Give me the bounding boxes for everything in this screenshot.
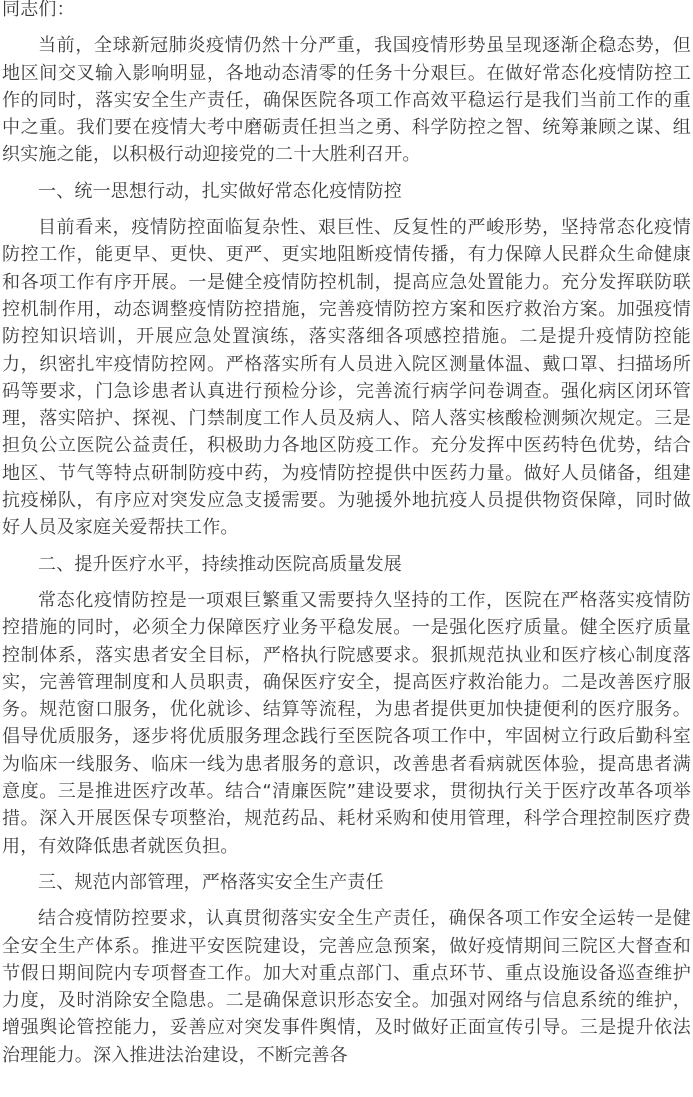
section-1-paragraph: 目前看来，疫情防控面临复杂性、艰巨性、反复性的严峻形势，坚持常态化疫情防控工作，能更早、更快、更严、更实地阻断疫情传播，有力保障人民群众生命健康和各项工作有序开展。一是健全疫情防控机制，提高应急处置能力。充分发挥联防联控机制作用，动态调整疫情防控措施，完善疫情防控方案和医疗救治方案。加强疫情防控知识培训，开展应急处置演练，落实落细各项感控措施。二是提升疫情防控能力，织密扎牢疫情防控网。严格落实所有人员进入院区测量体温、戴口罩、扫描场所码等要求，门急诊患者认真进行预检分诊，完善流行病学问卷调查。强化病区闭环管理，落实陪护、探视、门禁制度工作人员及病人、陪人落实核酸检测频次规定。三是担负公立医院公益责任，积极助力各地区防疫工作。充分发挥中医药特色优势，结合地区、节气等特点研制防疫中药，为疫情防控提供中医药力量。做好人员储备，组建抗疫梯队，有序应对突发应急支援需要。为驰援外地抗疫人员提供物资保障，同时做好人员及家庭关爱帮扶工作。: [2, 217, 691, 539]
section-heading-2: 二、提升医疗水平，持续推动医院高质量发展: [38, 553, 402, 575]
section-2-paragraph: 常态化疫情防控是一项艰巨繁重又需要持久坚持的工作，医院在严格落实疫情防控措施的同时，必须全力保障医疗业务平稳发展。一是强化医疗质量。健全医疗质量控制体系，落实患者安全目标，严格执行院感要求。狠抓规范执业和医疗核心制度落实，完善管理制度和人员职责，确保医疗安全，提高医疗救治能力。二是改善医疗服务。规范窗口服务，优化就诊、结算等流程，为患者提供更加快捷便利的医疗服务。倡导优质服务，逐步将优质服务理念践行至医院各项工作中，牢固树立行政后勤科室为临床一线服务、临床一线为患者服务的意识，改善患者看病就医体验，提高患者满意度。三是推进医疗改革。结合“清廉医院”建设要求，贯彻执行关于医疗改革各项举措。深入开展医保专项整治，规范药品、耗材采购和使用管理，科学合理控制医疗费用，有效降低患者就医负担。: [2, 589, 691, 857]
intro-paragraph: 当前，全球新冠肺炎疫情仍然十分严重，我国疫情形势虽呈现逐渐企稳态势，但地区间交叉输入影响明显，各地动态清零的任务十分艰巨。在做好常态化疫情防控工作的同时，落实安全生产责任，确保医院各项工作高效平稳运行是我们当前工作的重中之重。我们要在疫情大考中磨砺责任担当之勇、科学防控之智、统筹兼顾之谋、组织实施之能，以积极行动迎接党的二十大胜利召开。: [2, 35, 691, 166]
section-heading-3: 三、规范内部管理，严格落实安全生产责任: [38, 871, 384, 893]
section-3-paragraph: 结合疫情防控要求，认真贯彻落实安全生产责任，确保各项工作安全运转一是健全安全生产体系。推进平安医院建设，完善应急预案，做好疫情期间三院区大督查和节假日期间院内专项督查工作。加大对重点部门、重点环节、重点设施设备巡查维护力度，及时消除安全隐患。二是确保意识形态安全。加强对网络与信息系统的维护，增强舆论管控能力，妥善应对突发事件舆情，及时做好正面宣传引导。三是提升依法治理能力。深入推进法治建设，不断完善各: [2, 908, 691, 1066]
greeting: 同志们：: [2, 0, 75, 20]
section-heading-1: 一、统一思想行动，扎实做好常态化疫情防控: [38, 180, 402, 202]
